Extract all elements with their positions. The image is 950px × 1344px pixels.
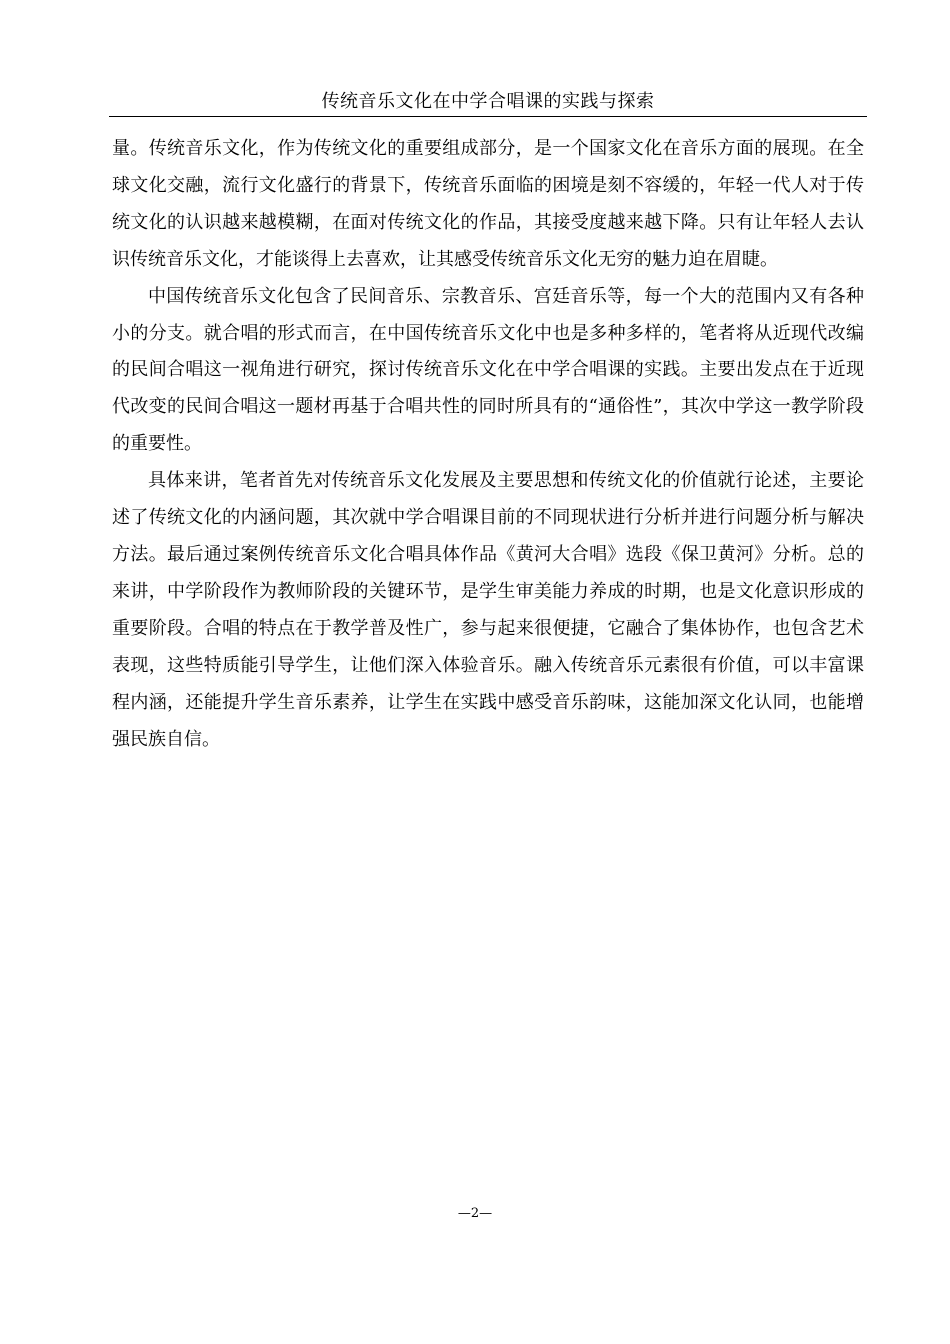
page-number: —2— — [457, 1206, 493, 1221]
paragraph-traditional-music-scope: 中国传统音乐文化包含了民间音乐、宗教音乐、宫廷音乐等，每一个大的范围内又有各种小的分支。就合唱的形式而言，在中国传统音乐文化中也是多种多样的，笔者将从近现代改编的民间合唱这一视角进行研究，探讨传统音乐文化在中学合唱课的实践。主要出发点在于近现代改变的民间合唱这一题材再基于合唱共性的同时所具有的“通俗性”，其次中学这一教学阶段的重要性。 — [112, 285, 864, 455]
running-header-title: 传统音乐文化在中学合唱课的实践与探索 — [321, 91, 655, 112]
paragraph-research-outline: 具体来讲，笔者首先对传统音乐文化发展及主要思想和传统文化的价值就行论述，主要论述了传统文化的内涵问题，其次就中学合唱课目前的不同现状进行分析并进行问题分析与解决方法。最后通过案例传统音乐文化合唱具体作品《黄河大合唱》选段《保卫黄河》分析。总的来讲，中学阶段作为教师阶段的关键环节，是学生审美能力养成的时期，也是文化意识形成的重要阶段。合唱的特点在于教学普及性广，参与起来很便捷，它融合了集体协作，也包含艺术表现，这些特质能引导学生，让他们深入体验音乐。融入传统音乐元素很有价值，可以丰富课程内涵，还能提升学生音乐素养，让学生在实践中感受音乐韵味，这能加深文化认同，也能增强民族自信。 — [112, 470, 864, 750]
header-divider — [109, 116, 867, 117]
body-text — [112, 131, 864, 758]
paragraph-continuation: 量。传统音乐文化，作为传统文化的重要组成部分，是一个国家文化在音乐方面的展现。在全球文化交融，流行文化盛行的背景下，传统音乐面临的困境是刻不容缓的，年轻一代人对于传统文化的认识越来越模糊，在面对传统文化的作品，其接受度越来越下降。只有让年轻人去认识传统音乐文化，才能谈得上去喜欢，让其感受传统音乐文化无穷的魅力迫在眉睫。 — [112, 138, 864, 270]
